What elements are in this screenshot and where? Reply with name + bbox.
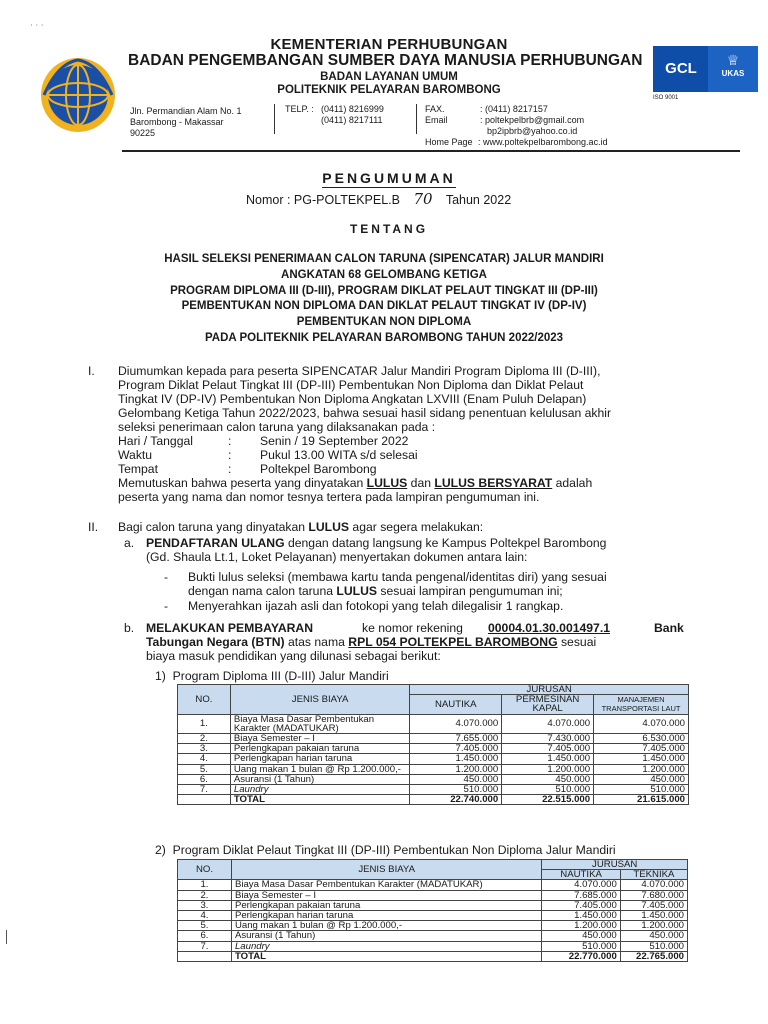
bullet-item: Bukti lulus seleksi (membawa kartu tanda pengenal/identitas diri) yang sesuai dengan nama calon taruna LULUS sesuai lampiran pengumuman ini; <box>188 570 607 598</box>
schedule-value: Pukul 13.00 WITA s/d selesai <box>260 448 418 462</box>
section1-body <box>118 364 698 504</box>
lulus-bersyarat-emphasis: LULUS BERSYARAT <box>434 476 553 490</box>
body-line: seleksi penerimaan calon taruna yang dilaksanakan pada : <box>118 420 436 434</box>
subject-line: PEMBENTUKAN NON DIPLOMA <box>296 316 472 329</box>
table2-caption: 2) Program Diklat Pelaut Tingkat III (DP-III) Pembentukan Non Diploma Jalur Mandiri <box>155 843 616 857</box>
col-header: NAUTIKA <box>410 695 502 714</box>
fax-value: : (0411) 8217157 <box>480 104 548 114</box>
bullet-item: Menyerahkan ijazah asli dan fotokopi yang telah dilegalisir 1 rangkap. <box>188 599 564 613</box>
subject-line: PROGRAM DIPLOMA III (D-III), PROGRAM DIKLAT PELAUT TINGKAT III (DP-III) <box>170 284 598 297</box>
table-row: 7. Laundry 510.000 510.000 <box>178 941 688 951</box>
schedule-label: Tempat <box>118 462 158 476</box>
header-ministry: KEMENTERIAN PERHUBUNGAN <box>270 36 508 53</box>
address-line: Barombong - Makassar <box>130 117 224 127</box>
address-block <box>130 106 242 139</box>
fee-table-d3 <box>177 684 689 805</box>
col-header: NO. <box>178 685 231 715</box>
email-link[interactable]: bp2ipbrb@yahoo.co.id <box>487 126 578 136</box>
payment-title: MELAKUKAN PEMBAYARAN <box>146 621 314 635</box>
homepage-label: Home Page <box>425 137 473 147</box>
ukas-label: UKAS <box>721 69 745 78</box>
telp-label: TELP. : <box>285 104 314 114</box>
table-total-row: TOTAL 22.740.000 22.515.000 21.615.000 <box>178 795 689 805</box>
table-header-row <box>178 685 689 695</box>
schedule-value: Poltekpel Barombong <box>260 462 377 476</box>
decision-line: Memutuskan bahwa peserta yang dinyatakan LULUS dan LULUS BERSYARAT adalah <box>118 476 593 490</box>
page-title: PENGUMUMAN <box>322 170 456 186</box>
section-number: II. <box>88 520 99 534</box>
divider <box>416 104 417 134</box>
schedule-row <box>118 448 698 462</box>
body-line: Diumumkan kepada para peserta SIPENCATAR Jalur Mandiri Program Diploma III (D-III), <box>118 364 601 378</box>
col-header: NAUTIKA <box>542 870 620 880</box>
col-header: TEKNIKA <box>620 870 687 880</box>
table-row: 3. Perlengkapan pakaian taruna 7.405.000 7.405.000 <box>178 900 688 910</box>
item-label: b. <box>124 621 135 635</box>
table-row: 7. Laundry 510.000 510.000 510.000 <box>178 785 689 795</box>
subject-line: HASIL SELEKSI PENERIMAAN CALON TARUNA (SIPENCATAR) JALUR MANDIRI <box>164 253 604 265</box>
table-row: 1. Biaya Masa Dasar Pembentukan Karakter (MADATUKAR) 4.070.000 4.070.000 <box>178 880 688 890</box>
body-line: peserta yang nama dan nomor tesnya tertera pada lampiran pengumuman ini. <box>118 490 540 504</box>
subject-line: ANGKATAN 68 GELOMBANG KETIGA <box>281 268 487 281</box>
telp-line: (0411) 8217111 <box>321 115 383 125</box>
subject-block <box>0 252 768 347</box>
table-row: 6. Asuransi (1 Tahun) 450.000 450.000 450.000 <box>178 774 689 784</box>
lulus-emphasis: LULUS <box>366 476 408 490</box>
body-line: Tingkat IV (DP-IV) Pembentukan Non Diploma Angkatan LXVIII (Enam Puluh Delapan) <box>118 392 587 406</box>
handwritten-number: 70 <box>413 190 433 208</box>
body-line: Program Diklat Pelaut Tingkat III (DP-III) Pembentukan Non Diploma dan Diklat Pelaut <box>118 378 584 392</box>
header-unit: BADAN LAYANAN UMUM <box>320 71 458 83</box>
contact-labels <box>425 104 473 148</box>
col-header: JENIS BIAYA <box>231 860 541 880</box>
tentang-heading: TENTANG <box>349 222 429 236</box>
body-line: biaya masuk pendidikan yang dilunasi sebagai berikut: <box>146 649 441 663</box>
table1-caption: 1) Program Diploma III (D-III) Jalur Mandiri <box>155 669 389 683</box>
telp-line: (0411) 8216999 <box>321 104 384 114</box>
table-row: 1. Biaya Masa Dasar Pembentukan Karakter (MADATUKAR) 4.070.000 4.070.000 4.070.000 <box>178 714 689 733</box>
account-holder: RPL 054 POLTEKPEL BAROMBONG <box>348 635 558 649</box>
iso-label: ISO 9001 <box>653 95 679 101</box>
email-link[interactable]: : poltekpelbrb@gmail.com <box>480 115 585 125</box>
item-label: a. <box>124 536 135 550</box>
email-label: Email <box>425 115 448 125</box>
col-header: JURUSAN <box>410 685 689 695</box>
bank-name: Tabungan Negara (BTN) <box>146 635 285 649</box>
col-header: MANAJEMEN TRANSPORTASI LAUT <box>594 695 689 714</box>
subject-line: PADA POLITEKNIK PELAYARAN BAROMBONG TAHUN 2022/2023 <box>204 331 564 344</box>
col-header: JENIS BIAYA <box>230 685 410 715</box>
address-line: Jln. Permandian Alam No. 1 <box>130 106 242 116</box>
header-agency: BADAN PENGEMBANGAN SUMBER DAYA MANUSIA PERHUBUNGAN <box>128 52 643 69</box>
schedule-row <box>118 462 698 476</box>
payment-block: MELAKUKAN PEMBAYARAN ke nomor rekening 00004.01.30.001497.1 Bank Tabungan Negara (BTN) atas nama RPL 054 POLTEKPEL BAROMBONG sesuai biaya masuk pendidikan yang dilunasi sebagai berikut: <box>146 621 706 663</box>
section2-intro: Bagi calon taruna yang dinyatakan LULUS agar segera melakukan: <box>118 520 484 534</box>
section-number: I. <box>88 364 95 378</box>
gcl-cert-logo: GCL <box>653 46 709 92</box>
table-row: 5. Uang makan 1 bulan @ Rp 1.200.000,- 1.200.000 1.200.000 <box>178 921 688 931</box>
address-line: 90225 <box>130 128 156 138</box>
divider <box>274 104 275 134</box>
table-row: 3. Perlengkapan pakaian taruna 7.405.000 7.405.000 7.405.000 <box>178 744 689 754</box>
body-line: Gelombang Ketiga Tahun 2022/2023, bahwa sesuai hasil sidang penentuan kelulusan akhir <box>118 406 612 420</box>
col-header: NO. <box>178 860 232 880</box>
registration-title: PENDAFTARAN ULANG <box>146 536 285 550</box>
schedule-label: Waktu <box>118 448 153 462</box>
header-rule <box>122 150 740 152</box>
fax-label: FAX. <box>425 104 445 114</box>
table-row: 5. Uang makan 1 bulan @ Rp 1.200.000,- 1.200.000 1.200.000 1.200.000 <box>178 764 689 774</box>
crown-icon: ♕ <box>726 52 740 68</box>
table-row: 4. Perlengkapan harian taruna 1.450.000 1.450.000 1.450.000 <box>178 754 689 764</box>
table-row: 2. Biaya Semester – I 7.685.000 7.680.000 <box>178 890 688 900</box>
bullet-dash: - <box>164 570 169 584</box>
homepage-link[interactable]: : www.poltekpelbarombong.ac.id <box>478 137 608 147</box>
schedule-sep: : <box>228 448 232 462</box>
col-header: PERMESINAN KAPAL <box>502 695 594 714</box>
table-row: 6. Asuransi (1 Tahun) 450.000 450.000 <box>178 931 688 941</box>
registration-block: PENDAFTARAN ULANG dengan datang langsung ke Kampus Poltekpel Barombong (Gd. Shaula Lt.1, Loket Pelayanan) menyertakan dokumen antara lain: <box>146 536 706 564</box>
col-header: JURUSAN <box>542 860 688 870</box>
bullet-dash: - <box>164 599 169 613</box>
table-total-row: TOTAL 22.770.000 22.765.000 <box>178 951 688 961</box>
telp-block <box>321 104 384 126</box>
schedule-sep: : <box>228 434 232 448</box>
account-number: 00004.01.30.001497.1 <box>488 621 610 635</box>
schedule-value: Senin / 19 September 2022 <box>260 434 409 448</box>
nomor-line: Nomor : PG-POLTEKPEL.B 70 Tahun 2022 <box>246 190 512 208</box>
table-header-row <box>178 860 688 870</box>
subject-line: PEMBENTUKAN NON DIPLOMA DAN DIKLAT PELAUT TINGKAT IV (DP-IV) <box>181 300 587 313</box>
contact-values <box>480 104 584 137</box>
table-row: 4. Perlengkapan harian taruna 1.450.000 1.450.000 <box>178 911 688 921</box>
schedule-row <box>118 434 698 448</box>
fee-table-dp3 <box>177 859 688 962</box>
body-line: (Gd. Shaula Lt.1, Loket Pelayanan) menyertakan dokumen antara lain: <box>146 550 528 564</box>
scan-speck: ⋅ ⋅ ⋅ <box>30 20 44 30</box>
header-school: POLITEKNIK PELAYARAN BAROMBONG <box>277 84 501 96</box>
schedule-sep: : <box>228 462 232 476</box>
table-row: 2. Biaya Semester – I 7.655.000 7.430.000 6.530.000 <box>178 734 689 744</box>
ukas-cert-logo <box>708 46 758 92</box>
schedule-label: Hari / Tanggal <box>118 434 193 448</box>
scan-margin-mark <box>6 930 7 944</box>
